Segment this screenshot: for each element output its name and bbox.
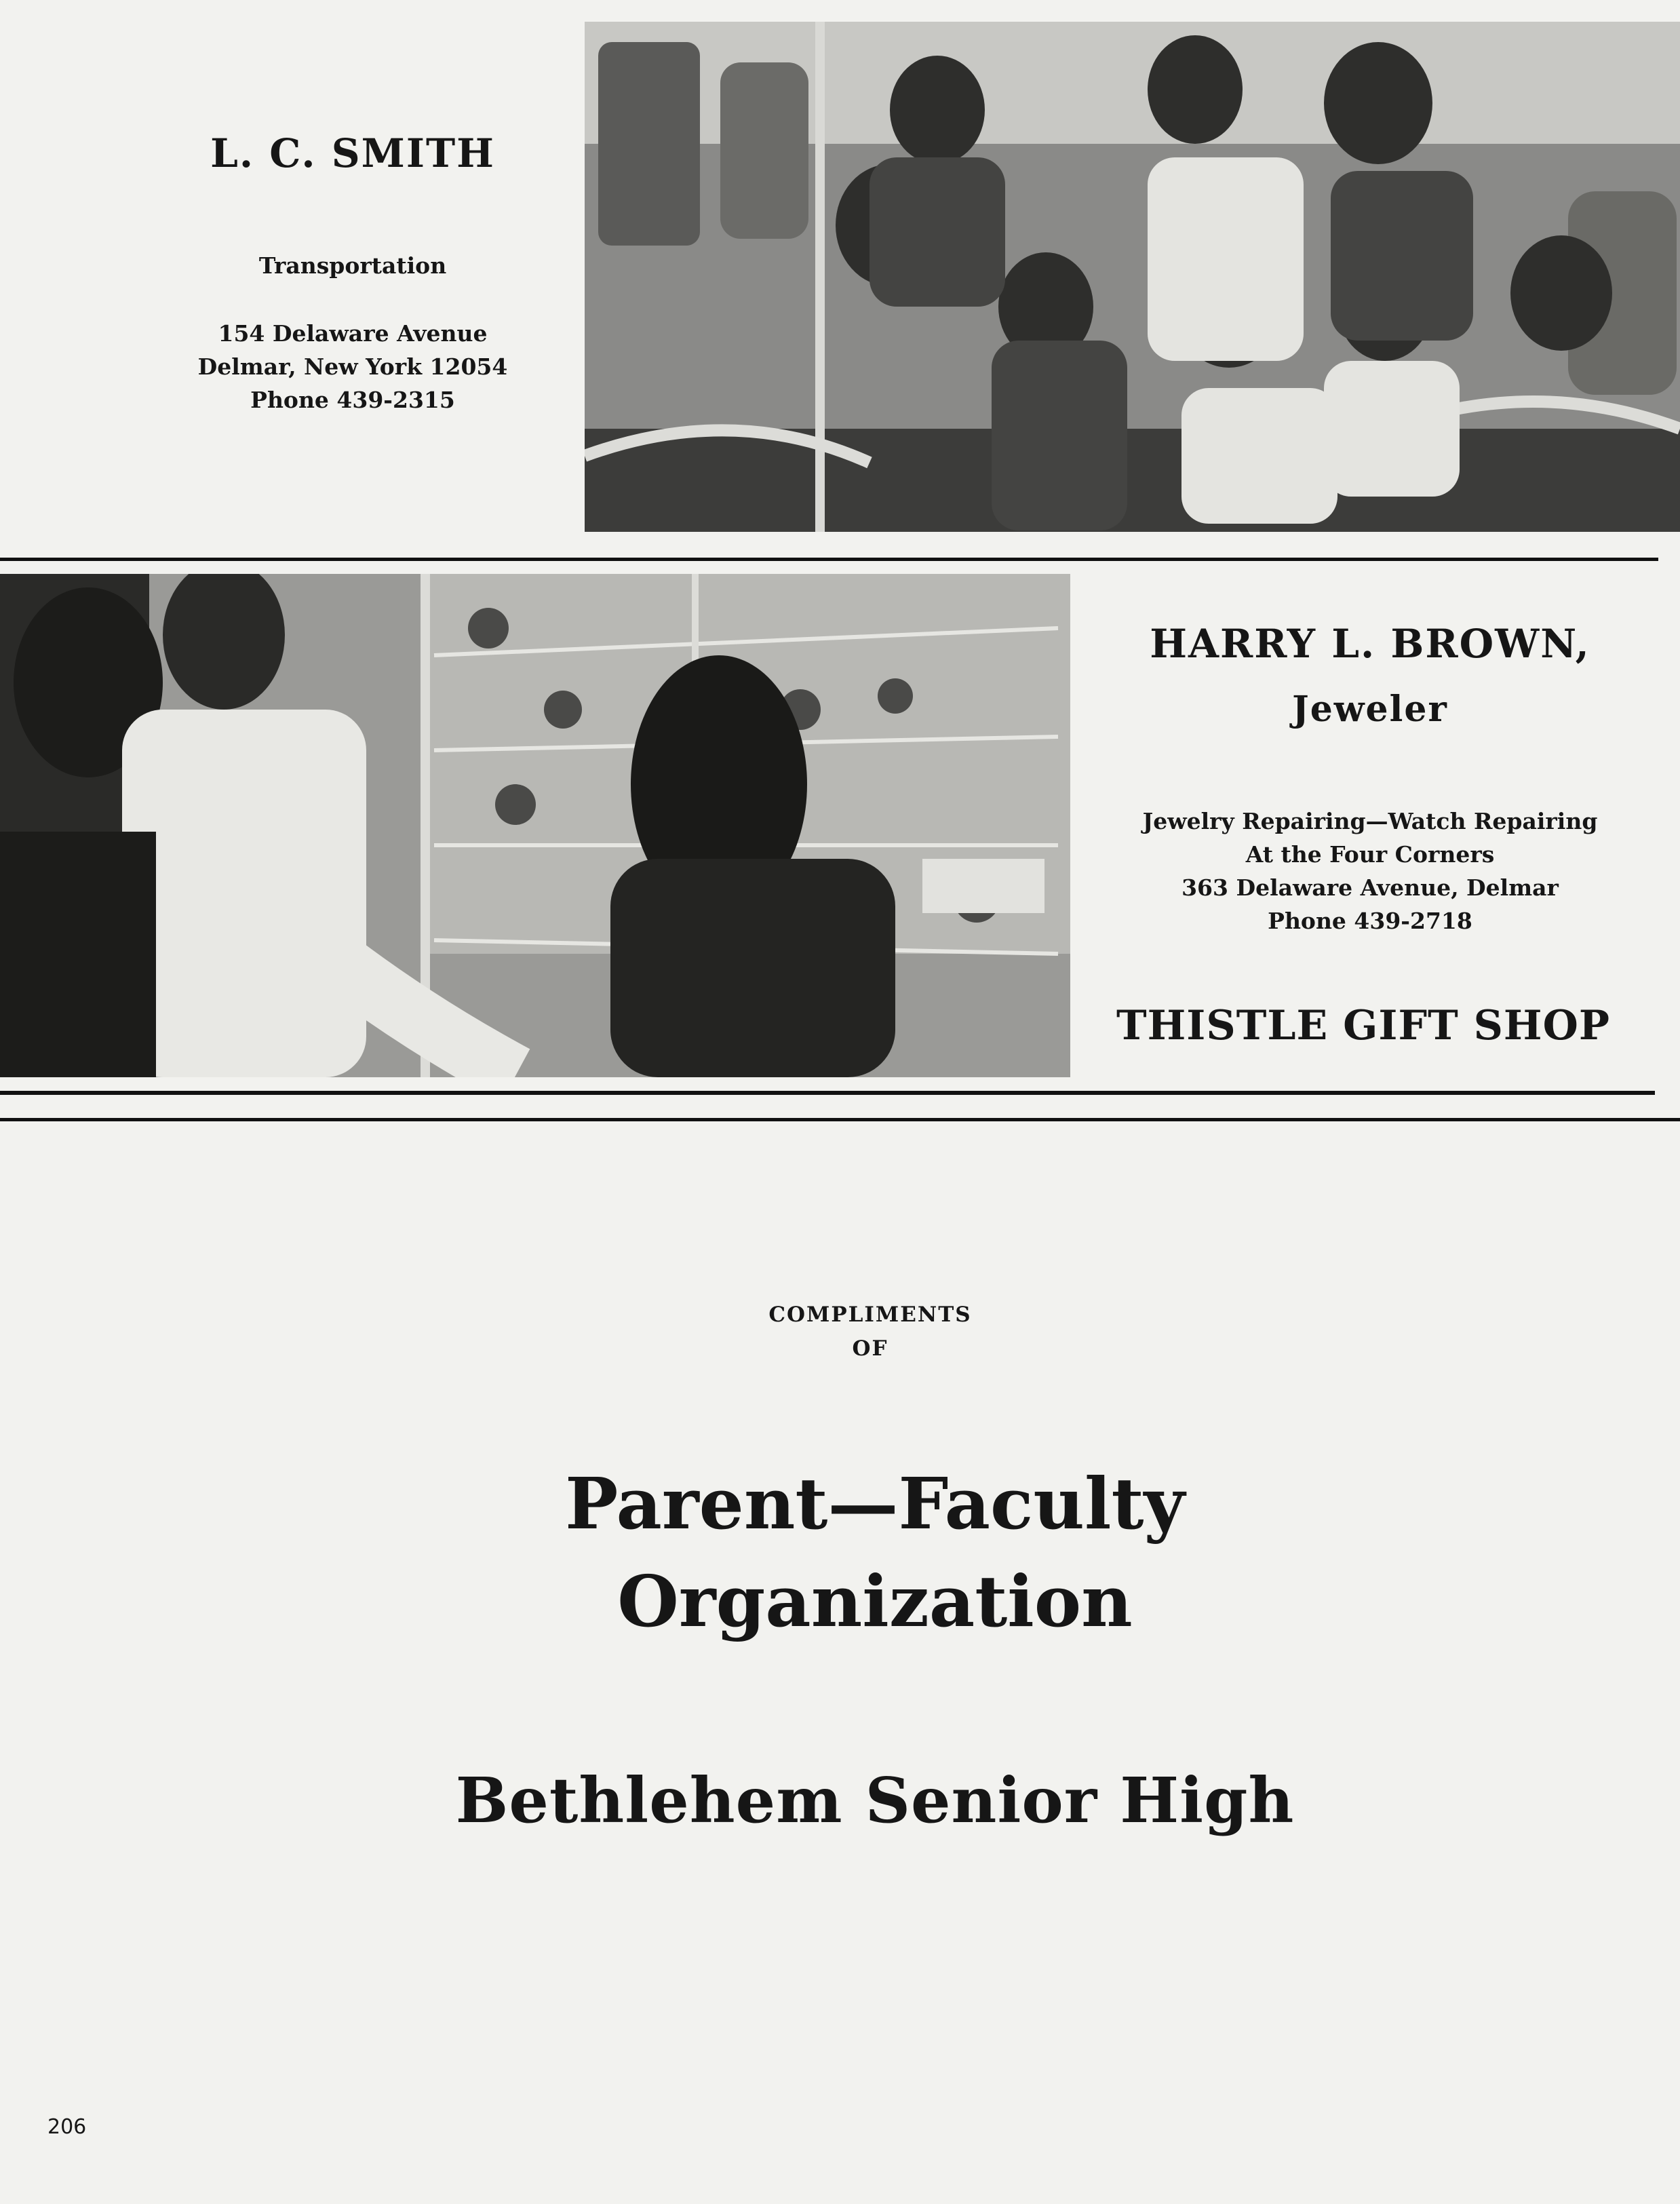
smith-address-line: Phone 439-2315 — [250, 387, 455, 413]
organization-name — [434, 1455, 1316, 1650]
jewelry-store-photo — [0, 574, 1070, 1077]
organization-line: Parent—Faculty — [565, 1462, 1185, 1545]
compliments-line: OF — [852, 1336, 888, 1361]
smith-service: Transportation — [258, 252, 447, 279]
brown-detail-line: Phone 439-2718 — [1268, 908, 1472, 934]
brown-name: HARRY L. BROWN, — [1150, 621, 1590, 667]
page-number: 206 — [47, 2115, 87, 2139]
brown-detail-line: Jewelry Repairing—Watch Repairing — [1142, 808, 1598, 834]
divider-rule — [0, 1118, 1680, 1121]
smith-address-line: Delmar, New York 12054 — [197, 353, 508, 380]
divider-rule — [0, 558, 1658, 561]
brown-detail-line: At the Four Corners — [1245, 841, 1495, 868]
brown-detail-line: 363 Delaware Avenue, Delmar — [1181, 874, 1559, 901]
organization-line: Organization — [617, 1560, 1133, 1643]
brown-details — [1099, 805, 1641, 937]
smith-address — [115, 317, 590, 417]
bus-photo — [585, 22, 1680, 532]
school-name: Bethlehem Senior High — [455, 1764, 1295, 1837]
smith-name: L. C. SMITH — [210, 130, 495, 176]
smith-address-line: 154 Delaware Avenue — [218, 320, 488, 347]
compliments-line: COMPLIMENTS — [768, 1302, 972, 1327]
thistle-name: THISTLE GIFT SHOP — [1116, 1002, 1611, 1049]
brown-title: Jeweler — [1292, 689, 1448, 730]
compliments-of — [701, 1298, 1040, 1366]
divider-rule — [0, 1091, 1655, 1095]
